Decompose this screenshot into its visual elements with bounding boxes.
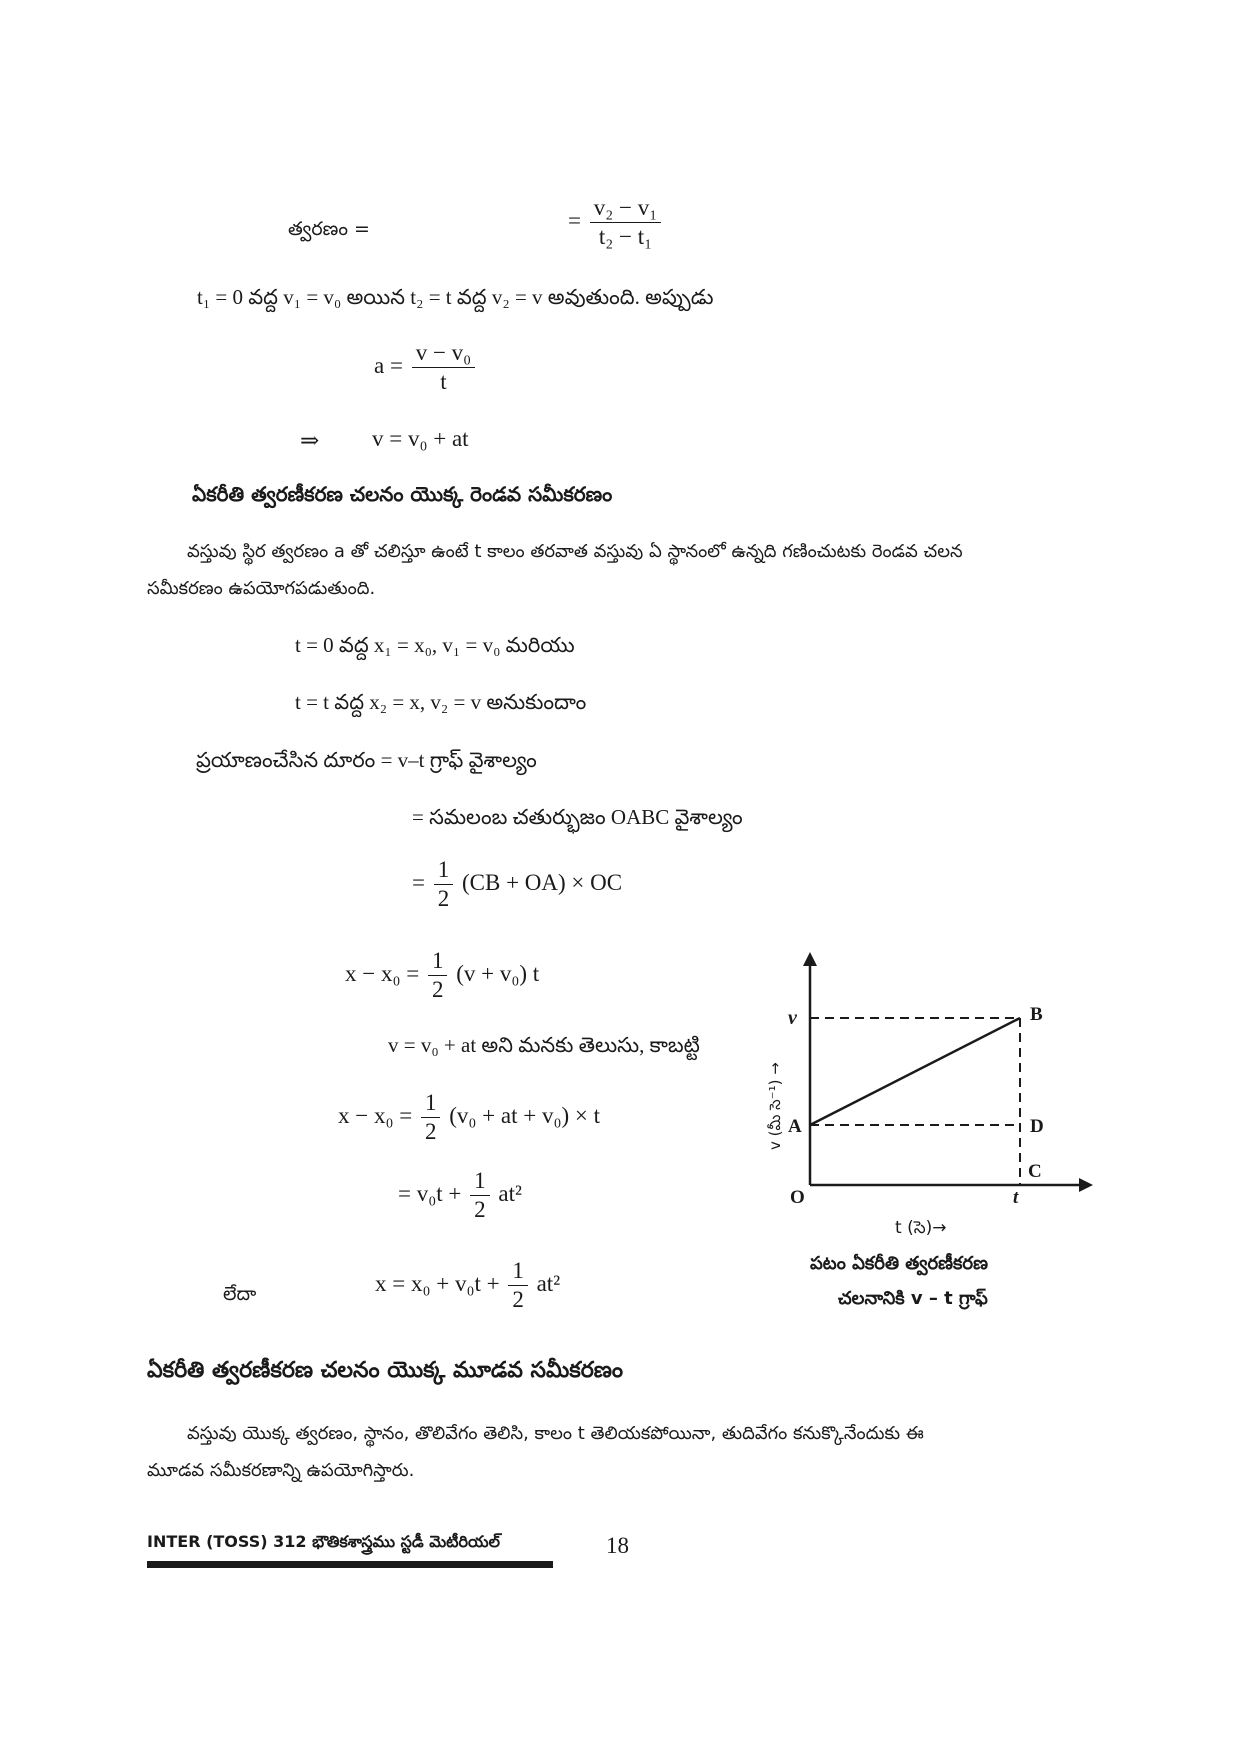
distance-line: ప్రయాణంచేసిన దూరం = v–t గ్రాఫ్ వైశాల్యం <box>196 748 537 772</box>
second-equation <box>375 1258 560 1314</box>
graph-t-label: t <box>1013 1187 1019 1208</box>
known-relation-line: v = v₀ + at అని మనకు తెలుసు, కాబట్టి <box>388 1033 700 1057</box>
half-sum-fraction <box>434 857 454 913</box>
graph-y-axis-label: v (మీ సె⁻¹) → <box>766 1062 784 1150</box>
acceleration-denominator: t₂ − t₁ <box>598 224 653 250</box>
graph-caption-line2: చలనానికి v – t గ్రాఫ్ <box>838 1288 988 1309</box>
graph-c-label: C <box>1028 1161 1042 1182</box>
section3-paragraph-line2: మూడవ సమీకరణాన్ని ఉపయోగిస్తారు. <box>147 1460 415 1481</box>
y-axis-arrow-icon <box>803 952 817 966</box>
footer-rule <box>147 1561 553 1568</box>
second-equation-rest: at² <box>536 1271 561 1297</box>
graph-a-label: A <box>788 1116 802 1137</box>
final-condition: t = t వద్ద x₂ = x, v₂ = v అనుకుందాం <box>295 690 587 714</box>
section2-paragraph-line2: సమీకరణం ఉపయోగపడుతుంది. <box>147 578 376 599</box>
half-sum-denominator: 2 <box>437 886 450 912</box>
displacement-rest: (v + v₀) t <box>456 961 540 987</box>
displacement-lhs: x − x₀ = <box>345 961 420 987</box>
acceleration-equals: = <box>568 208 581 234</box>
initial-condition: t = 0 వద్ద x₁ = x₀, v₁ = v₀ మరియు <box>295 633 575 657</box>
substituted-numerator: 1 <box>421 1090 441 1118</box>
simplified-numerator: 1 <box>470 1168 490 1196</box>
second-equation-fraction <box>508 1258 528 1314</box>
substituted-fraction <box>421 1090 441 1146</box>
a-formula <box>374 340 478 396</box>
section3-heading: ఏకరీతి త్వరణీకరణ చలనం యొక్క మూడవ సమీకరణం <box>147 1358 624 1383</box>
or-label: లేదా <box>223 1283 257 1305</box>
acceleration-label: త్వరణం = <box>288 218 370 240</box>
graph-v-label: v <box>788 1007 797 1029</box>
trapezium-line: = సమలంబ చతుర్భుజం OABC వైశాల్యం <box>412 805 743 829</box>
simplified-rest: at² <box>498 1181 522 1207</box>
a-denominator: t <box>440 369 447 395</box>
acceleration-fraction <box>590 195 662 251</box>
vt-graph <box>740 950 1100 1250</box>
a-fraction <box>412 340 476 396</box>
second-equation-numerator: 1 <box>508 1258 528 1286</box>
graph-caption-line1: పటం ఏకరీతి త్వరణీకరణ <box>810 1253 988 1274</box>
condition-line: t₁ = 0 వద్ద v₁ = v₀ అయిన t₂ = t వద్ద v₂ = v అవుతుంది. అప్పుడు <box>197 285 714 309</box>
footer-title: INTER (TOSS) 312 భౌతికశాస్త్రము స్టడీ మెటీరియల్ <box>147 1532 500 1551</box>
second-equation-lhs: x = x₀ + v₀t + <box>375 1271 500 1297</box>
acceleration-formula <box>568 195 664 251</box>
page-number: 18 <box>606 1533 629 1558</box>
half-sum-numerator: 1 <box>434 857 454 885</box>
displacement-formula <box>345 948 539 1004</box>
substituted-lhs: x − x₀ = <box>338 1103 413 1129</box>
graph-x-axis-label: t (సె)→ <box>895 1218 947 1238</box>
velocity-line <box>810 1018 1020 1125</box>
a-lhs: a = <box>374 353 403 379</box>
graph-o-label: O <box>790 1187 805 1208</box>
substituted-denominator: 2 <box>424 1119 437 1145</box>
section3-paragraph-line1: వస్తువు యొక్క త్వరణం, స్థానం, తొలివేగం తెలిసి, కాలం t తెలియకపోయినా, తుదివేగం కనుక్కొనేందుకు ఈ <box>187 1423 924 1444</box>
simplified-fraction <box>470 1168 490 1224</box>
half-sum-formula <box>412 857 622 913</box>
section2-paragraph <box>147 533 1093 607</box>
section3-paragraph <box>147 1415 1093 1489</box>
implies-symbol: ⇒ <box>300 428 320 453</box>
displacement-numerator: 1 <box>428 948 448 976</box>
acceleration-numerator: v₂ − v₁ <box>590 195 662 223</box>
graph-d-label: D <box>1030 1116 1044 1137</box>
section2-heading: ఏకరీతి త్వరణీకరణ చలనం యొక్క రెండవ సమీకరణం <box>192 482 613 506</box>
section2-paragraph-line1: వస్తువు స్థిర త్వరణం a తో చలిస్తూ ఉంటే t కాలం తరవాత వస్తువు ఏ స్థానంలో ఉన్నది గణించుటకు రెండవ చలన <box>187 541 963 562</box>
x-axis-arrow-icon <box>1079 1178 1093 1192</box>
graph-b-label: B <box>1030 1004 1043 1025</box>
displacement-fraction <box>428 948 448 1004</box>
half-sum-rest: (CB + OA) × OC <box>461 870 623 896</box>
substituted-rest: (v₀ + at + v₀) × t <box>449 1103 600 1129</box>
substituted-formula <box>338 1090 600 1146</box>
half-sum-equals: = <box>412 870 425 896</box>
second-equation-denominator: 2 <box>512 1287 524 1313</box>
simplified-formula <box>398 1168 522 1224</box>
simplified-denominator: 2 <box>474 1197 486 1223</box>
simplified-lhs: = v₀t + <box>398 1181 462 1207</box>
displacement-denominator: 2 <box>431 977 444 1003</box>
first-equation: v = v₀ + at <box>372 426 469 451</box>
a-numerator: v − v₀ <box>412 340 476 368</box>
